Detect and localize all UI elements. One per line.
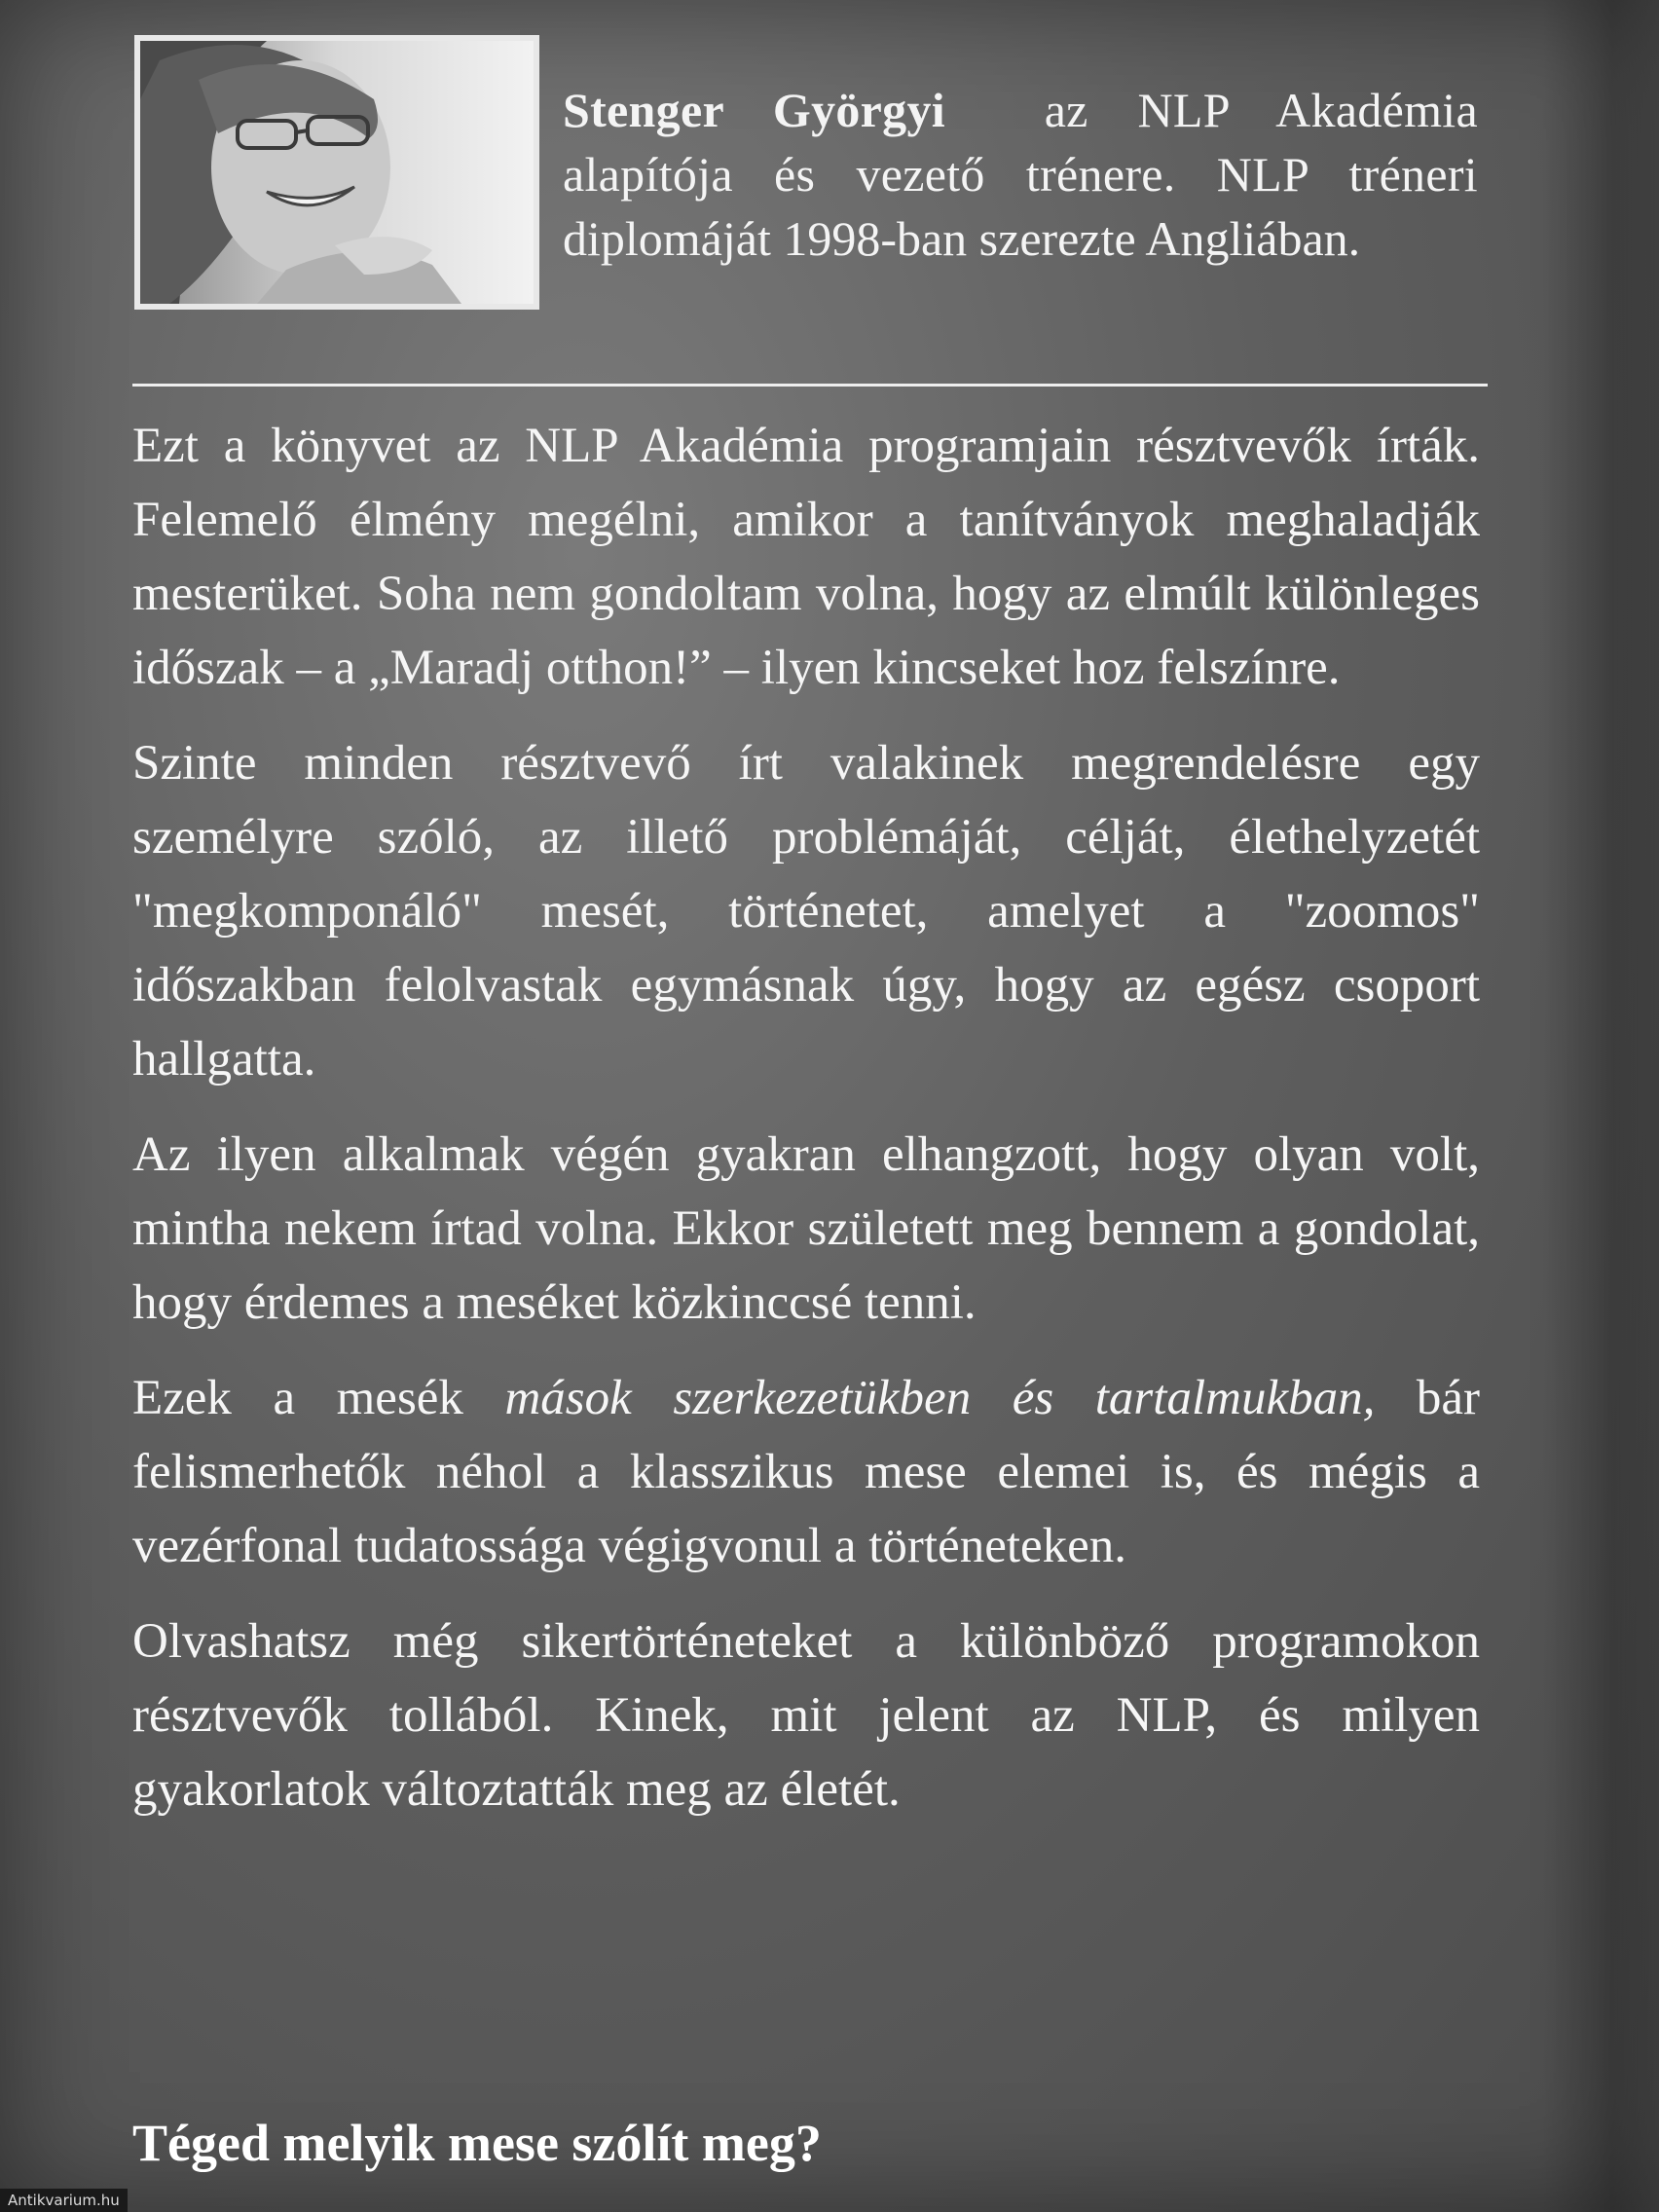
para4-italic: mások szerkezetükben és tartalmukban, (504, 1371, 1376, 1425)
spine-shadow (1542, 0, 1659, 2212)
para4-end: bár felismerhetők néhol a klasszikus mese elemei is, és mégis a vezérfonal tudatossága végigvonul a történeteken. (132, 1371, 1480, 1573)
author-portrait-image (140, 41, 534, 304)
closing-question: Téged melyik mese szólít meg? (132, 2114, 822, 2172)
author-bio-line1: az NLP Akadémia (1044, 83, 1478, 137)
blurb-paragraph-3: Az ilyen alkalmak végén gyakran elhangzott, hogy olyan volt, mintha nekem írtad volna. Ekkor született meg bennem a gondolat, hogy érdemes a meséket közkinccsé tenni. (132, 1127, 1480, 1330)
para4-start: Ezek a mesék (132, 1371, 505, 1425)
blurb-paragraph-5: Olvashatsz még sikertörténeteket a különböző programokon résztvevők tollából. Kinek, mit jelent az NLP, és milyen gyakorlatok változtatták meg az életét. (132, 1614, 1480, 1817)
divider-rule (132, 384, 1488, 387)
blurb-paragraph-2: Szinte minden résztvevő írt valakinek megrendelésre egy személyre szóló, az illető problémáját, célját, élethelyzetét "megkomponáló" mesét, történetet, amelyet a "zoomos" időszakban felolvastak egymásnak úgy, hogy az egész csoport hallgatta. (132, 736, 1480, 1087)
author-bio-last-line (563, 206, 1478, 271)
blurb-paragraph-4 (132, 1361, 1480, 1583)
watermark: Antikvarium.hu (0, 2189, 128, 2212)
blurb (132, 409, 1480, 1848)
author-photo (134, 35, 539, 310)
author-bio (563, 78, 1478, 206)
author-bio-line3: diplomáját 1998-ban szerezte Angliában. (563, 211, 1361, 266)
blurb-paragraph-1: Ezt a könyvet az NLP Akadémia programjain résztvevők írták. Felemelő élmény megélni, amikor a tanítványok meghaladják mesterüket. Soha nem gondoltam volna, hogy az elmúlt különleges időszak – a „Maradj otthon!” – ilyen kincseket hoz felszínre. (132, 419, 1480, 695)
author-bio-line2: alapítója és vezető trénere. NLP tréneri (563, 147, 1478, 202)
author-name: Stenger Györgyi (563, 83, 945, 137)
